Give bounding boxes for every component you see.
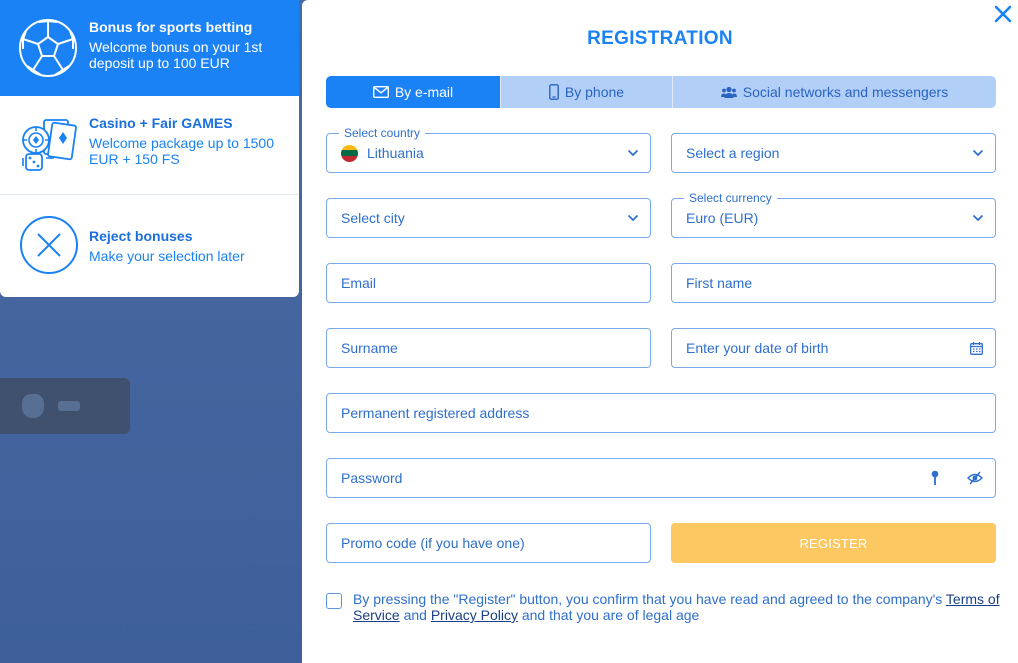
date-of-birth-input[interactable] [686,329,995,367]
email-input[interactable] [341,264,650,302]
users-icon [721,86,737,98]
tab-label: By e-mail [394,84,454,100]
agreement-text-before: By pressing the "Register" button, you confirm that you have read and agreed to the company's [353,591,946,607]
registration-modal [302,0,1018,663]
email-field[interactable] [326,263,651,303]
address-input[interactable] [341,394,995,432]
envelope-icon [373,86,389,98]
tab-label: Social networks and messengers [742,84,949,100]
bonus-selection-panel [0,0,299,297]
eye-hidden-icon[interactable] [967,471,983,485]
currency-label: Select currency [684,191,777,205]
tab-by-email[interactable] [326,76,501,108]
tab-label: By phone [564,84,625,100]
terms-agreement [326,591,1001,623]
password-field[interactable] [326,458,996,498]
bonus-option-sports[interactable] [0,0,299,96]
currency-select[interactable] [671,191,996,238]
modal-title: REGISTRATION [587,28,733,49]
lithuania-flag-icon [341,145,358,162]
tab-social-networks[interactable] [673,76,996,108]
chevron-down-icon [972,214,984,222]
country-label: Select country [339,126,425,140]
bonus-option-casino[interactable] [0,96,299,195]
agree-checkbox[interactable] [326,593,342,609]
currency-value: Euro (EUR) [686,210,759,226]
register-button[interactable]: REGISTER [671,523,996,563]
chevron-down-icon [627,214,639,222]
calendar-icon[interactable] [970,342,983,355]
city-placeholder: Select city [341,210,405,226]
bonus-title: Reject bonuses [89,228,193,244]
surname-field[interactable] [326,328,651,368]
tab-by-phone[interactable] [501,76,673,108]
first-name-field[interactable] [671,263,996,303]
blurred-label [58,401,80,411]
agreement-text [353,591,1001,623]
password-input[interactable] [341,459,995,497]
bonus-description: Welcome package up to 1500 EUR + 150 FS [89,135,274,167]
casino-chips-cards-icon [18,114,80,176]
country-value: Lithuania [367,145,424,161]
country-select[interactable] [326,126,651,173]
address-field[interactable] [326,393,996,433]
date-of-birth-field[interactable] [671,328,996,368]
first-name-input[interactable] [686,264,995,302]
chevron-down-icon [627,149,639,157]
soccer-ball-icon [17,17,79,79]
promo-code-input[interactable] [341,524,650,562]
region-placeholder: Select a region [686,145,780,161]
agreement-text-after: and that you are of legal age [517,607,700,623]
chevron-down-icon [972,149,984,157]
blurred-app-download-button [0,378,130,434]
bonus-title: Casino + Fair GAMES [89,115,233,131]
bonus-option-reject[interactable] [0,195,299,294]
terms-of-service-link[interactable]: Terms of Service [353,591,1000,623]
phone-icon [549,84,559,100]
surname-input[interactable] [341,329,650,367]
close-icon[interactable] [994,5,1012,23]
reject-x-icon [18,214,80,276]
region-select[interactable] [671,133,996,173]
registration-method-tabs [326,76,996,108]
bonus-description: Make your selection later [89,248,245,264]
city-select[interactable] [326,198,651,238]
bonus-description: Welcome bonus on your 1st deposit up to 100 EUR [89,39,263,71]
promo-code-field[interactable] [326,523,651,563]
agreement-and: and [399,607,431,623]
privacy-policy-link[interactable]: Privacy Policy [430,607,518,623]
key-generate-icon[interactable] [931,470,939,486]
bonus-title: Bonus for sports betting [89,19,253,35]
apple-icon [22,394,44,418]
